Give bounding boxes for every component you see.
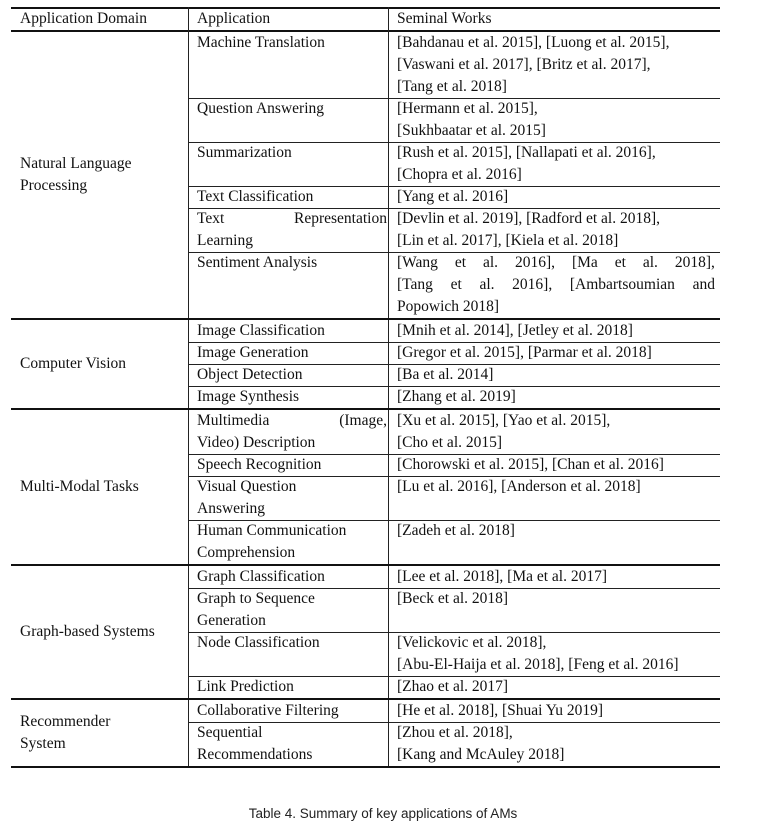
works-text (397, 252, 715, 274)
table-row (11, 520, 720, 564)
application-cell (197, 342, 387, 364)
column-header: Seminal Works (397, 10, 492, 27)
domain-cell (20, 476, 188, 498)
application-text: Graph Classification (197, 568, 325, 585)
domain-text: Multi-Modal Tasks (20, 478, 139, 495)
application-text: Recommendations (197, 746, 313, 763)
column-divider (188, 700, 189, 766)
application-text (197, 208, 387, 230)
works-cell (397, 364, 715, 386)
application-cell (197, 632, 387, 654)
application-cell (197, 142, 387, 164)
works-text: [Beck et al. 2018] (397, 590, 509, 607)
domain-text: Processing (20, 177, 88, 194)
column-divider (388, 320, 389, 408)
application-text: Answering (197, 500, 266, 517)
works-text: [Sukhbaatar et al. 2015] (397, 122, 546, 139)
works-text: [Vaswani et al. 2017], [Britz et al. 2017], (397, 56, 651, 73)
application-cell (197, 722, 387, 766)
word: 2016], (512, 276, 553, 293)
works-text: [Gregor et al. 2015], [Parmar et al. 2018] (397, 344, 652, 361)
works-cell (397, 320, 715, 342)
table-row (11, 32, 720, 98)
table-row (11, 386, 720, 408)
application-cell (197, 252, 387, 274)
header-row (11, 8, 720, 30)
works-text: [Tang et al. 2018] (397, 78, 507, 95)
word: 2016], (515, 254, 556, 271)
word: al. (483, 254, 499, 271)
column-divider (388, 700, 389, 766)
works-text: [He et al. 2018], [Shuai Yu 2019] (397, 702, 604, 719)
bottom-rule (11, 766, 720, 768)
works-text: [Zhao et al. 2017] (397, 678, 509, 695)
application-text: Machine Translation (197, 34, 325, 51)
application-cell (197, 700, 387, 722)
works-cell (397, 32, 715, 98)
application-text: Generation (197, 612, 266, 629)
works-text: [Devlin et al. 2019], [Radford et al. 2018], (397, 210, 660, 227)
works-text: [Zadeh et al. 2018] (397, 522, 515, 539)
works-text: [Cho et al. 2015] (397, 434, 503, 451)
application-text: Image Classification (197, 322, 325, 339)
application-text: Video) Description (197, 434, 316, 451)
application-text: Comprehension (197, 544, 296, 561)
works-cell (397, 454, 715, 476)
word: [Ma (571, 254, 598, 271)
column-divider (388, 566, 389, 698)
word: al. (642, 254, 658, 271)
word: et (614, 254, 626, 271)
domain-cell (20, 153, 188, 197)
application-cell (197, 98, 387, 120)
table-caption: Table 4. Summary of key applications of AMs (248, 806, 518, 821)
application-text: Object Detection (197, 366, 303, 383)
works-text: [Zhou et al. 2018], (397, 724, 513, 741)
works-cell (397, 186, 715, 208)
column-divider (188, 320, 189, 408)
application-cell (197, 410, 387, 454)
application-text: Link Prediction (197, 678, 294, 695)
works-cell (397, 142, 715, 186)
application-cell (197, 320, 387, 342)
column-divider (188, 7, 189, 32)
application-cell (197, 476, 387, 520)
table-row (11, 98, 720, 142)
works-text: [Xu et al. 2015], [Yao et al. 2015], (397, 412, 611, 429)
word: Multimedia (197, 412, 270, 429)
works-text: [Kang and McAuley 2018] (397, 746, 565, 763)
works-text: Popowich 2018] (397, 298, 500, 315)
application-cell (197, 386, 387, 408)
works-cell (397, 722, 715, 766)
domain-text: Natural Language (20, 155, 132, 172)
application-text (197, 410, 387, 432)
column-divider (388, 7, 389, 32)
word: (Image, (339, 412, 387, 429)
application-text: Visual Question (197, 478, 297, 495)
word: [Wang (397, 254, 438, 271)
word: et (454, 254, 467, 271)
table-row (11, 410, 720, 454)
application-text: Speech Recognition (197, 456, 322, 473)
domain-text: Recommender (20, 713, 111, 730)
word: [Tang (397, 276, 433, 293)
application-text: Image Generation (197, 344, 309, 361)
application-cell (197, 520, 387, 564)
application-cell (197, 364, 387, 386)
column-divider (188, 566, 189, 698)
works-cell (397, 632, 715, 676)
column-divider (388, 32, 389, 318)
table-row (11, 252, 720, 318)
works-cell (397, 588, 715, 610)
works-cell (397, 208, 715, 252)
application-cell (197, 454, 387, 476)
works-text: [Zhang et al. 2019] (397, 388, 516, 405)
works-cell (397, 252, 715, 318)
column-divider (188, 32, 189, 318)
application-cell (197, 208, 387, 252)
word: Representation (294, 210, 387, 227)
application-text: Sequential (197, 724, 263, 741)
application-text: Text Classification (197, 188, 314, 205)
works-text: [Chorowski et al. 2015], [Chan et al. 2016] (397, 456, 664, 473)
domain-text: Computer Vision (20, 355, 126, 372)
word: [Ambartsoumian (569, 276, 675, 293)
column-header: Application Domain (20, 10, 147, 27)
application-cell (197, 32, 387, 54)
application-text: Human Communication (197, 522, 347, 539)
application-text: Image Synthesis (197, 388, 300, 405)
works-cell (397, 700, 715, 722)
domain-cell (20, 711, 188, 755)
application-cell (197, 186, 387, 208)
application-cell (197, 566, 387, 588)
application-cell (197, 676, 387, 698)
application-cell (197, 588, 387, 632)
works-text: [Lin et al. 2017], [Kiela et al. 2018] (397, 232, 619, 249)
works-cell (397, 342, 715, 364)
works-cell (397, 566, 715, 588)
word: et (450, 276, 462, 293)
works-text: [Yang et al. 2016] (397, 188, 509, 205)
works-cell (397, 98, 715, 142)
column-divider (188, 410, 189, 564)
application-text: Sentiment Analysis (197, 254, 318, 271)
works-cell (397, 520, 715, 542)
works-text: [Rush et al. 2015], [Nallapati et al. 2016], (397, 144, 656, 161)
works-text: [Lee et al. 2018], [Ma et al. 2017] (397, 568, 608, 585)
column-divider (388, 410, 389, 564)
works-text: [Ba et al. 2014] (397, 366, 494, 383)
table-row (11, 566, 720, 588)
works-cell (397, 410, 715, 454)
table-row (11, 320, 720, 342)
works-cell (397, 676, 715, 698)
works-text: [Hermann et al. 2015], (397, 100, 538, 117)
table-row (11, 676, 720, 698)
works-cell (397, 476, 715, 498)
application-text: Summarization (197, 144, 292, 161)
works-cell (397, 386, 715, 408)
application-text: Graph to Sequence (197, 590, 315, 607)
word: 2018], (674, 254, 715, 271)
application-text: Node Classification (197, 634, 320, 651)
word: and (692, 276, 715, 293)
domain-cell (20, 353, 188, 375)
works-text: [Chopra et al. 2016] (397, 166, 522, 183)
application-text: Question Answering (197, 100, 325, 117)
domain-text: System (20, 735, 66, 752)
works-text: [Abu-El-Haija et al. 2018], [Feng et al. 2016] (397, 656, 679, 673)
domain-cell (20, 621, 188, 643)
application-text: Learning (197, 232, 253, 249)
application-text: Collaborative Filtering (197, 702, 339, 719)
domain-text: Graph-based Systems (20, 623, 155, 640)
works-text (397, 274, 715, 296)
column-header: Application (197, 10, 271, 27)
works-text: [Mnih et al. 2014], [Jetley et al. 2018] (397, 322, 633, 339)
word: al. (479, 276, 495, 293)
word: Text (197, 210, 225, 227)
works-text: [Bahdanau et al. 2015], [Luong et al. 2015], (397, 34, 670, 51)
works-text: [Velickovic et al. 2018], (397, 634, 547, 651)
table-row (11, 454, 720, 476)
table-row (11, 208, 720, 252)
works-text: [Lu et al. 2016], [Anderson et al. 2018] (397, 478, 641, 495)
